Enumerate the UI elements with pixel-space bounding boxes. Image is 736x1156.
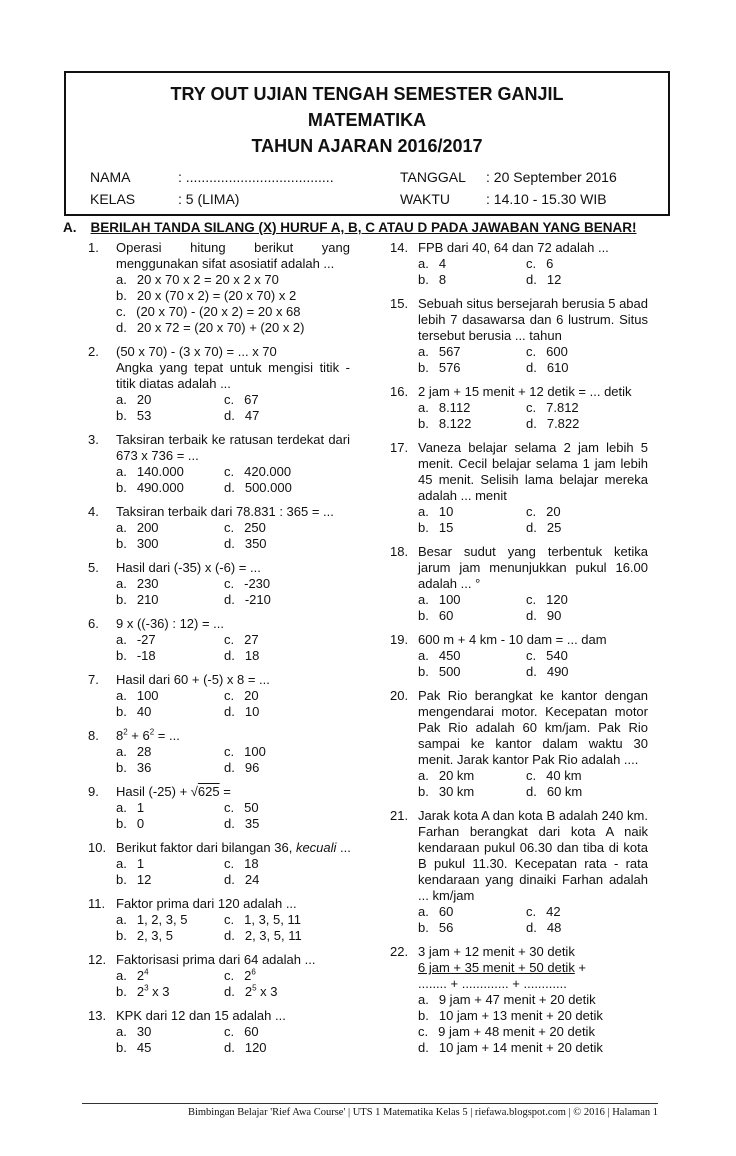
option-a[interactable]: a. $2^4$ bbox=[116, 967, 149, 983]
waktu-label: WAKTU bbox=[400, 191, 451, 207]
question-number: 11. bbox=[88, 896, 106, 911]
option-b[interactable]: b. 8.122 bbox=[418, 416, 472, 431]
question-stem: Faktorisasi prima dari 64 adalah ... bbox=[116, 952, 316, 967]
option-d[interactable]: d. 500.000 bbox=[224, 480, 292, 495]
question-19 bbox=[390, 632, 648, 680]
option-c[interactable]: c. 60 bbox=[224, 1024, 259, 1039]
option-d[interactable]: d. 490 bbox=[526, 664, 569, 679]
option-b[interactable]: b. 53 bbox=[116, 408, 152, 423]
question-10 bbox=[88, 840, 350, 888]
option-d[interactable]: d. 10 jam + 14 menit + 20 detik bbox=[418, 1040, 603, 1055]
option-b[interactable]: b. 300 bbox=[116, 536, 159, 551]
question-14 bbox=[390, 240, 648, 288]
option-c[interactable]: c. 100 bbox=[224, 744, 266, 759]
question-number: 16. bbox=[390, 384, 409, 399]
question-12 bbox=[88, 952, 350, 1000]
option-d[interactable]: d. 20 x 72 = (20 x 70) + (20 x 2) bbox=[116, 320, 305, 335]
question-1 bbox=[88, 240, 350, 336]
question-6 bbox=[88, 616, 350, 664]
option-d[interactable]: d. 35 bbox=[224, 816, 260, 831]
option-a[interactable]: a. 20 x 70 x 2 = 20 x 2 x 70 bbox=[116, 272, 279, 287]
option-c[interactable]: c. 9 jam + 48 menit + 20 detik bbox=[418, 1024, 595, 1039]
question-stem: Faktor prima dari 120 adalah ... bbox=[116, 896, 297, 911]
option-a[interactable]: a. 140.000 bbox=[116, 464, 184, 479]
question-4 bbox=[88, 504, 350, 552]
question-number: 13. bbox=[88, 1008, 107, 1023]
option-d[interactable]: d. $2^5$ x 3 bbox=[224, 983, 278, 999]
option-a[interactable]: a. 1 bbox=[116, 856, 145, 871]
option-c[interactable]: c. 600 bbox=[526, 344, 568, 359]
option-a[interactable]: a. 1 bbox=[116, 800, 145, 815]
question-stem: Taksiran terbaik ke ratusan terdekat dari 673 x 736 = ... bbox=[116, 432, 350, 463]
question-stem: Berikut faktor dari bilangan 36, kecuali ... bbox=[116, 840, 351, 855]
option-b[interactable]: b. 36 bbox=[116, 760, 152, 775]
option-d[interactable]: d. 10 bbox=[224, 704, 260, 719]
question-number: 15. bbox=[390, 296, 409, 311]
question-9 bbox=[88, 784, 350, 832]
option-b[interactable]: b. 60 bbox=[418, 608, 454, 623]
option-a[interactable]: a. 8.112 bbox=[418, 400, 471, 415]
option-d[interactable]: d. 47 bbox=[224, 408, 260, 423]
question-number: 3. bbox=[88, 432, 99, 447]
option-d[interactable]: d. -210 bbox=[224, 592, 271, 607]
subject-title: MATEMATIKA bbox=[307, 110, 427, 130]
option-a[interactable]: a. 100 bbox=[418, 592, 461, 607]
footer-divider bbox=[82, 1103, 658, 1104]
option-a[interactable]: a. 100 bbox=[116, 688, 159, 703]
option-c[interactable]: c. 42 bbox=[526, 904, 561, 919]
option-b[interactable]: b. 500 bbox=[418, 664, 461, 679]
question-20 bbox=[390, 688, 648, 800]
question-number: 1. bbox=[88, 240, 99, 255]
option-d[interactable]: d. 60 km bbox=[526, 784, 583, 799]
question-number: 19. bbox=[390, 632, 409, 647]
option-b[interactable]: b. 56 bbox=[418, 920, 454, 935]
question-17 bbox=[390, 440, 648, 536]
option-c[interactable]: c. 6 bbox=[526, 256, 554, 271]
question-5 bbox=[88, 560, 350, 608]
kelas-value: : 5 (LIMA) bbox=[178, 191, 240, 207]
option-d[interactable]: d. 25 bbox=[526, 520, 562, 535]
question-stem: Pak Rio berangkat ke kantor dengan mengendarai motor. Kecepatan motor Pak Rio adalah 60 km/jam. Pak Rio sampai ke kantor dalam waktu 30 menit. Jarak kantor Pak Rio adalah .... bbox=[418, 688, 648, 767]
option-d[interactable]: d. 24 bbox=[224, 872, 260, 887]
option-b[interactable]: b. -18 bbox=[116, 648, 156, 663]
page-footer: Bimbingan Belajar 'Rief Awa Course' | UTS 1 Matematika Kelas 5 | riefawa.blogspot.com | © 2016 | Halaman 1 bbox=[187, 1107, 658, 1118]
option-c[interactable]: c. -230 bbox=[224, 576, 271, 591]
option-c[interactable]: c. 18 bbox=[224, 856, 259, 871]
option-b[interactable]: b. 12 bbox=[116, 872, 152, 887]
option-d[interactable]: d. 610 bbox=[526, 360, 569, 375]
option-b[interactable]: b. 30 km bbox=[418, 784, 475, 799]
option-c[interactable]: c. 67 bbox=[224, 392, 259, 407]
question-15 bbox=[390, 296, 648, 376]
question-number: 17. bbox=[390, 440, 409, 455]
question-21 bbox=[390, 808, 648, 936]
question-number: 20. bbox=[390, 688, 409, 703]
question-22 bbox=[390, 944, 648, 1056]
option-b[interactable]: b. 576 bbox=[418, 360, 461, 375]
kelas-label: KELAS bbox=[90, 191, 136, 207]
option-a[interactable]: a. 230 bbox=[116, 576, 159, 591]
question-number: 10. bbox=[88, 840, 107, 855]
option-b[interactable]: b. 10 jam + 13 menit + 20 detik bbox=[418, 1008, 603, 1023]
option-d[interactable]: d. 96 bbox=[224, 760, 260, 775]
option-b[interactable]: b. 45 bbox=[116, 1040, 152, 1055]
option-d[interactable]: d. 2, 3, 5, 11 bbox=[224, 928, 302, 943]
question-stem: 600 m + 4 km - 10 dam = ... dam bbox=[418, 632, 607, 647]
option-c[interactable]: c. 1, 3, 5, 11 bbox=[224, 912, 301, 927]
question-stem: Besar sudut yang terbentuk ketika jarum jam menunjukkan pukul 16.00 adalah ... ° bbox=[418, 544, 648, 591]
exam-title: TRY OUT UJIAN TENGAH SEMESTER GANJIL bbox=[170, 84, 564, 104]
option-d[interactable]: d. 90 bbox=[526, 608, 562, 623]
question-stem: 9 x ((-36) : 12) = ... bbox=[116, 616, 225, 631]
question-number: 2. bbox=[88, 344, 99, 359]
option-c[interactable]: c. 540 bbox=[526, 648, 568, 663]
option-a[interactable]: a. 20 km bbox=[418, 768, 475, 783]
option-b[interactable]: b. 0 bbox=[116, 816, 145, 831]
section-instruction bbox=[63, 220, 637, 235]
option-d[interactable]: d. 7.822 bbox=[526, 416, 580, 431]
option-b[interactable]: b. $2^3$ x 3 bbox=[116, 983, 170, 999]
option-c[interactable]: c. $2^6$ bbox=[224, 967, 256, 983]
option-a[interactable]: a. 9 jam + 47 menit + 20 detik bbox=[418, 992, 596, 1007]
option-a[interactable]: a. -27 bbox=[116, 632, 156, 647]
question-number: 7. bbox=[88, 672, 99, 687]
option-a[interactable]: a. 1, 2, 3, 5 bbox=[116, 912, 188, 927]
option-d[interactable]: d. 18 bbox=[224, 648, 260, 663]
option-b[interactable]: b. 40 bbox=[116, 704, 152, 719]
nama-field: : ...................................... bbox=[178, 169, 334, 185]
question-stem: Hasil dari (-35) x (-6) = ... bbox=[116, 560, 261, 575]
right-column bbox=[390, 240, 648, 1064]
section-instruction-text: BERILAH TANDA SILANG (X) HURUF A, B, C ATAU D PADA JAWABAN YANG BENAR! bbox=[90, 220, 637, 235]
question-11 bbox=[88, 896, 350, 944]
question-number: 18. bbox=[390, 544, 409, 559]
question-stem: $8^2 + 6^2$ = ... bbox=[116, 727, 180, 743]
question-7 bbox=[88, 672, 350, 720]
question-13 bbox=[88, 1008, 350, 1056]
option-a[interactable]: a. 60 bbox=[418, 904, 454, 919]
option-d[interactable]: d. 12 bbox=[526, 272, 562, 287]
question-stem: Vaneza belajar selama 2 jam lebih 5 menit. Cecil belajar selama 1 jam lebih 45 menit. Selisih lama belajar mereka adalah ... menit bbox=[418, 440, 648, 503]
option-b[interactable]: b. 2, 3, 5 bbox=[116, 928, 173, 943]
tanggal-label: TANGGAL bbox=[400, 169, 466, 185]
option-c[interactable]: c. 27 bbox=[224, 632, 259, 647]
option-a[interactable]: a. 30 bbox=[116, 1024, 152, 1039]
question-stem: Operasi hitung berikut yang menggunakan sifat asosiatif adalah ... bbox=[116, 240, 350, 271]
option-a[interactable]: a. 200 bbox=[116, 520, 159, 535]
option-b[interactable]: b. 490.000 bbox=[116, 480, 184, 495]
question-2 bbox=[88, 344, 350, 424]
option-c[interactable]: c. 20 bbox=[526, 504, 561, 519]
tanggal-value: : 20 September 2016 bbox=[486, 169, 617, 185]
question-stem: Angka yang tepat untuk mengisi titik - titik diatas adalah ... bbox=[116, 360, 350, 391]
waktu-value: : 14.10 - 15.30 WIB bbox=[486, 191, 607, 207]
question-number: 12. bbox=[88, 952, 107, 967]
question-18 bbox=[390, 544, 648, 624]
question-number: 22. bbox=[390, 944, 409, 959]
question-stem: KPK dari 12 dan 15 adalah ... bbox=[116, 1008, 286, 1023]
left-column bbox=[88, 240, 350, 1064]
question-equation: (50 x 70) - (3 x 70) = ... x 70 bbox=[116, 344, 277, 359]
question-number: 9. bbox=[88, 784, 99, 799]
question-stem: Hasil dari 60 + (-5) x 8 = ... bbox=[116, 672, 270, 687]
question-number: 14. bbox=[390, 240, 409, 255]
option-a[interactable]: a. 28 bbox=[116, 744, 152, 759]
question-number: 4. bbox=[88, 504, 99, 519]
option-a[interactable]: a. 4 bbox=[418, 256, 447, 271]
option-a[interactable]: a. 10 bbox=[418, 504, 454, 519]
option-d[interactable]: d. 120 bbox=[224, 1040, 267, 1055]
option-b[interactable]: b. 15 bbox=[418, 520, 454, 535]
option-a[interactable]: a. 567 bbox=[418, 344, 461, 359]
option-c[interactable]: c. 7.812 bbox=[526, 400, 579, 415]
question-number: 8. bbox=[88, 728, 99, 743]
question-number: 5. bbox=[88, 560, 99, 575]
option-c[interactable]: c. 120 bbox=[526, 592, 568, 607]
question-stem: Jarak kota A dan kota B adalah 240 km. Farhan berangkat dari kota A naik kendaraan pukul 06.30 dan tiba di kota B pukul 11.30. Kecepatan rata - rata kendaraan yang dinaiki Farhan adalah ... km/jam bbox=[418, 808, 648, 903]
option-c[interactable]: c. 420.000 bbox=[224, 464, 292, 479]
question-number: 6. bbox=[88, 616, 99, 631]
question-16 bbox=[390, 384, 648, 432]
option-c[interactable]: c. 50 bbox=[224, 800, 259, 815]
option-d[interactable]: d. 48 bbox=[526, 920, 562, 935]
option-b[interactable]: b. 20 x (70 x 2) = (20 x 70) x 2 bbox=[116, 288, 297, 303]
addition-line-2: 6 jam + 35 menit + 50 detik + bbox=[418, 960, 587, 975]
exam-header bbox=[64, 71, 670, 216]
question-stem: Taksiran terbaik dari 78.831 : 365 = ... bbox=[116, 504, 334, 519]
option-c[interactable]: c. 40 km bbox=[526, 768, 582, 783]
question-3 bbox=[88, 432, 350, 496]
option-c[interactable]: c. 20 bbox=[224, 688, 259, 703]
section-letter: A. bbox=[63, 220, 77, 235]
question-stem: 2 jam + 15 menit + 12 detik = ... detik bbox=[418, 384, 632, 399]
option-c[interactable]: c. 250 bbox=[224, 520, 266, 535]
question-stem: Hasil (-25) + √625 = bbox=[116, 784, 231, 799]
question-stem: Sebuah situs bersejarah berusia 5 abad lebih 7 dasawarsa dan 6 lustrum. Situs tersebut berusia ... tahun bbox=[418, 296, 648, 343]
question-number: 21. bbox=[390, 808, 409, 823]
addition-result-blank: ........ + ............. + ............ bbox=[418, 976, 567, 991]
addition-line-1: 3 jam + 12 menit + 30 detik bbox=[418, 944, 575, 959]
school-year-title: TAHUN AJARAN 2016/2017 bbox=[251, 136, 483, 156]
option-b[interactable]: b. 8 bbox=[418, 272, 447, 287]
question-8 bbox=[88, 728, 350, 776]
option-a[interactable]: a. 450 bbox=[418, 648, 461, 663]
question-stem: FPB dari 40, 64 dan 72 adalah ... bbox=[418, 240, 609, 255]
option-d[interactable]: d. 350 bbox=[224, 536, 267, 551]
option-a[interactable]: a. 20 bbox=[116, 392, 152, 407]
option-b[interactable]: b. 210 bbox=[116, 592, 159, 607]
nama-label: NAMA bbox=[90, 169, 131, 185]
option-c[interactable]: c. (20 x 70) - (20 x 2) = 20 x 68 bbox=[116, 304, 301, 319]
